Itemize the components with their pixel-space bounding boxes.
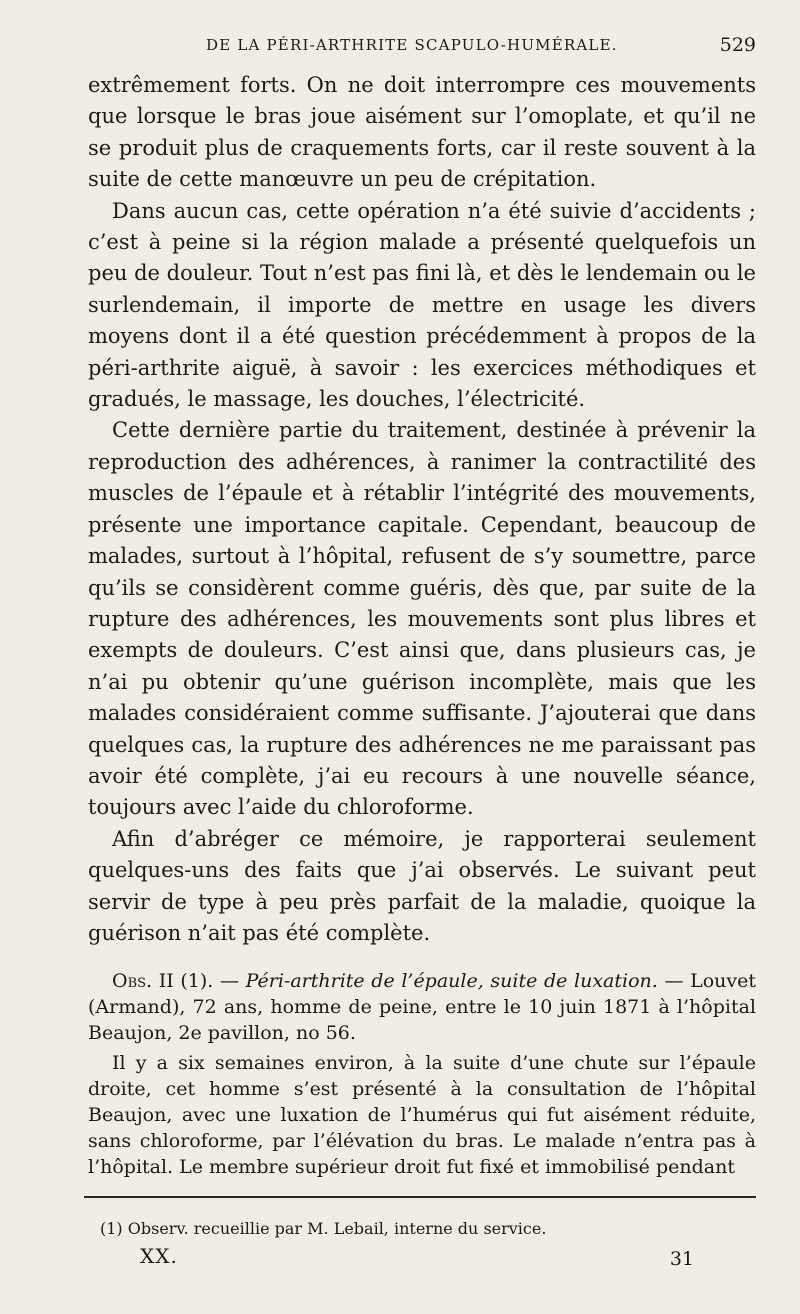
running-title: DE LA PÉRI-ARTHRITE SCAPULO-HUMÉRALE. — [206, 36, 618, 54]
observation-paragraph: Il y a six semaines environ, à la suite d’une chute sur l’épaule droite, cet homme s’est présenté à la consultation de l’hôpital Beaujon, avec une luxation de l’humérus qui fut aisément réduite, sans chloroforme, par l’élévation du bras. Le malade n’entra pas à l’hôpital. Le membre supérieur droit fut fixé et immobilisé pendant — [88, 1052, 756, 1178]
paragraph: Cette dernière partie du traitement, destinée à prévenir la reproduction des adhérences, à ranimer la contractilité des muscles de l’épaule et à rétablir l’intégrité des mouvements, présente une importance capitale. Cependant, beaucoup de malades, surtout à l’hôpital, refusent de s’y soumettre, parce qu’ils se considèrent comme guéris, dès que, par suite de la rupture des adhérences, les mouvements sont plus libres et exempts de douleurs. C’est ainsi que, dans plusieurs cas, je n’ai pu obtenir qu’une guérison incomplète, mais que les malades considéraient comme suffisante. J’ajouterai que dans quelques cas, la rupture des adhérences ne me paraissant pas avoir été complète, j’ai eu recours à une nouvelle séance, toujours avec l’aide du chloroforme. — [88, 418, 756, 820]
page-number: 529 — [719, 34, 756, 56]
main-text — [88, 70, 756, 949]
signature-mark: XX. — [140, 1244, 178, 1268]
paragraph: Dans aucun cas, cette opération n’a été suivie d’accidents ; c’est à peine si la région malade a présenté quelquefois un peu de douleur. Tout n’est pas fini là, et dès le lendemain ou le surlendemain, il importe de mettre en usage les divers moyens dont il a été question précédemment à propos de la péri-arthrite aiguë, à savoir : les exercices méthodiques et gradués, le massage, les douches, l’électricité. — [88, 198, 756, 412]
observation-title: Péri-arthrite de l’épaule, suite de luxation. — [245, 970, 658, 992]
observation-dash: — — [213, 970, 246, 992]
observation-section — [88, 968, 756, 1180]
paragraph-continuation: extrêmement forts. On ne doit interrompre ces mouvements que lorsque le bras joue aisément sur l’omoplate, et qu’il ne se produit plus de craquements forts, car il reste souvent à la suite de cette manœuvre un peu de crépitation. — [88, 73, 756, 192]
observation-patient: — Louvet (Armand), 72 ans, homme de peine, entre le 10 juin 1871 à l’hôpital Beaujon, 2e pavillon, no 56. — [88, 970, 756, 1044]
footnote: (1) Observ. recueillie par M. Lebail, interne du service. — [100, 1219, 547, 1238]
observation-heading — [88, 968, 756, 1046]
footnote-rule — [84, 1196, 756, 1198]
running-header — [88, 36, 756, 62]
sheet-number: 31 — [669, 1248, 694, 1270]
paragraph: Afin d’abréger ce mémoire, je rapporterai seulement quelques-uns des faits que j’ai observés. Le suivant peut servir de type à peu près parfait de la maladie, quoique la guérison n’ait pas été complète. — [88, 826, 756, 945]
observation-label: Obs. II (1). — [112, 970, 214, 992]
